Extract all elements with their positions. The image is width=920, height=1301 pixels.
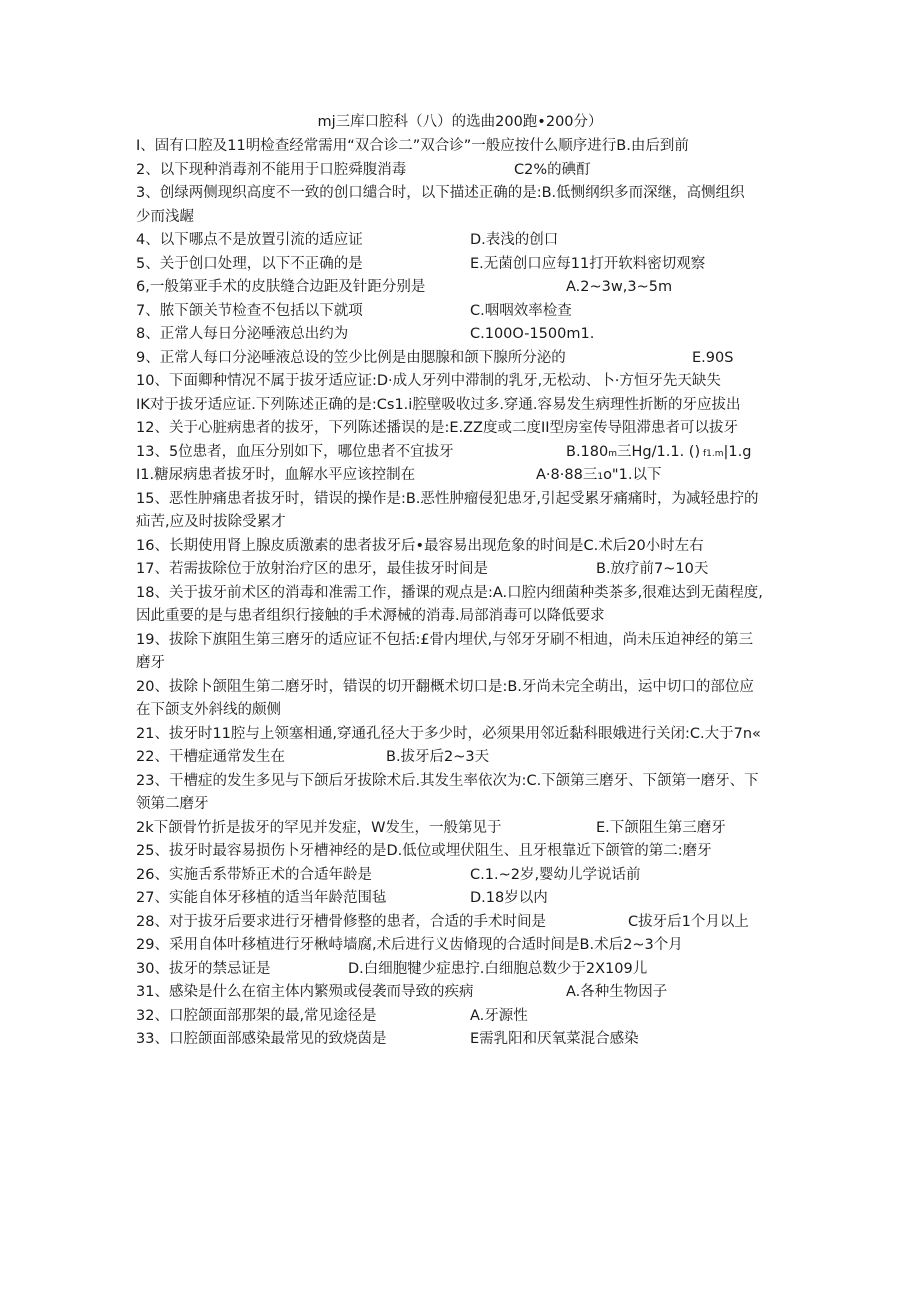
question-text: 在下颌支外斜线的颇侧 xyxy=(136,702,281,718)
question-line xyxy=(136,300,786,324)
question-text: 20、拔除卜颌阻生第二磨牙时，错误的切开翻概术切口是:B.牙尚未完全萌出，运中切口的部位应 xyxy=(136,678,754,695)
question-text: 16、长期使用肾上腺皮质激素的患者拔牙后•最容易出现危象的时间是C.术后20小时左右 xyxy=(136,537,704,554)
question-text: 12、关于心脏病患者的拔牙，下列陈述播误的是:E.ZZ度或二度II型房室传导阻滞患者可以拔牙 xyxy=(136,420,739,436)
question-text: 6,一般第亚手术的皮肤缝合边距及针距分别是 xyxy=(136,279,426,295)
answer-text: E.90S xyxy=(692,349,734,366)
answer-text: C2%的碘酊 xyxy=(514,161,591,178)
question-line xyxy=(136,441,786,465)
question-text: 21、拔牙时11腔与上领塞相通,穿通孔径大于多少时，必须果用邻近黏科眼娥进行关闭:C.大于7n« xyxy=(136,725,761,742)
question-line xyxy=(136,958,786,982)
answer-text: C.1.~2岁,婴幼儿学说话前 xyxy=(470,866,641,883)
answer-text: E.无菌创口应每11打开软料密切观察 xyxy=(470,255,706,272)
question-text: 25、拔牙时最容易损伤卜牙槽神经的是D.低位或埋伏阻生、且牙根靠近下颌管的第二:磨牙 xyxy=(136,843,712,859)
answer-text: D.18岁以内 xyxy=(470,890,548,906)
answer-subscript: m xyxy=(608,448,618,459)
answer-text: A.2~3w,3~5m xyxy=(566,279,673,295)
question-text: 26、实施舌系带矫正术的合适年龄是 xyxy=(136,866,372,883)
question-line xyxy=(136,746,786,770)
question-text: 10、下面卿种情况不属于拔牙适应证:D·成人牙列中滞制的乳牙,无松动、卜·方恒牙先天缺失 xyxy=(136,373,721,389)
question-text: 3、创绿两侧现织高度不一致的创口缱合时，以下描述正确的是:B.低恻纲织多而深继，高恻组织 xyxy=(136,185,745,201)
answer-part: B.180 xyxy=(566,443,609,460)
question-line xyxy=(136,511,786,535)
question-text: 15、恶性肿痛患者拔牙时，错误的操作是:B.恶性肿瘤侵犯患牙,引起受累牙痛痛时，为减轻患拧的 xyxy=(136,490,759,507)
question-text: 17、若需拔除位于放射治疗区的患牙，最佳拔牙时间是 xyxy=(136,561,488,577)
question-line xyxy=(136,605,786,629)
question-line xyxy=(136,253,786,277)
question-line xyxy=(136,206,786,230)
question-line xyxy=(136,793,786,817)
answer-text xyxy=(536,464,661,488)
question-line xyxy=(136,723,786,747)
question-text: 4、以下哪点不是放置引流的适应证 xyxy=(136,232,363,248)
question-text: 13、5位患者，血压分别如下，哪位患者不宜拔牙 xyxy=(136,443,454,460)
answer-part: |1.g xyxy=(723,443,752,460)
question-line xyxy=(136,464,786,488)
answer-part: A·8·88三 xyxy=(536,467,598,483)
question-line xyxy=(136,276,786,300)
question-line xyxy=(136,159,786,183)
document-title: mj三库口腔科（八）的选曲200跑•200分） xyxy=(317,114,603,130)
answer-text: A.牙源性 xyxy=(470,1007,528,1024)
question-line xyxy=(136,417,786,441)
question-text: 因此重要的是与患者组织行接触的手术溽械的消毒.局部消毒可以降低要求 xyxy=(136,608,605,624)
question-text: 磨牙 xyxy=(136,655,165,671)
question-text: 疝苦,应及时拔除受累才 xyxy=(136,514,286,530)
question-line xyxy=(136,558,786,582)
answer-part: 三Hg/1.1. () xyxy=(617,443,701,460)
question-line xyxy=(136,981,786,1005)
answer-text xyxy=(566,441,751,465)
question-line xyxy=(136,182,786,206)
answer-text: E.下颌阻生第三磨牙 xyxy=(596,819,726,836)
question-line xyxy=(136,652,786,676)
answer-text: A.各种生物因子 xyxy=(566,984,668,1000)
question-line xyxy=(136,135,786,159)
question-line xyxy=(136,887,786,911)
question-text: 8、正常人每日分泌唾液总出约为 xyxy=(136,326,349,342)
question-text: 28、对于拔牙后要求进行牙槽骨修整的患者，合适的手术时间是 xyxy=(136,913,546,930)
question-line xyxy=(136,1028,786,1052)
question-text: 27、实能自体牙移植的适当年龄范围毡 xyxy=(136,890,387,906)
question-text: 30、拔牙的禁忌证是 xyxy=(136,960,271,977)
answer-part: o"1.以下 xyxy=(603,467,662,483)
question-line xyxy=(136,911,786,935)
question-list xyxy=(136,135,786,1052)
answer-text: D.白细胞犍少症患拧.白细胞总数少于2X109儿 xyxy=(348,960,648,977)
answer-text: D.表浅的创口 xyxy=(470,232,559,248)
question-line xyxy=(136,582,786,606)
answer-subscript: 1 xyxy=(597,472,604,482)
question-line xyxy=(136,676,786,700)
question-line xyxy=(136,229,786,253)
question-text: I、固有口腔及11明检查经常需用“双合诊二”双合诊”一般应按什么顺序进行B.由后到前 xyxy=(136,138,689,154)
answer-text: B.放疗前7~10天 xyxy=(596,561,709,577)
question-text: 2k下颌骨竹折是拔牙的罕见并发症，W发生，一般第见于 xyxy=(136,819,502,836)
question-text: 19、拔除下旗阻生第三磨牙的适应证不包括:£骨内埋伏,与邻牙牙刷不相迪，尚未压迫神经的第三 xyxy=(136,631,754,648)
question-text: 领第二磨牙 xyxy=(136,796,209,812)
question-line xyxy=(136,934,786,958)
question-text: 33、口腔颌面部感染最常见的致烧茵是 xyxy=(136,1031,387,1047)
question-text: IK对于拔牙适应证.下列陈述正确的是:Cs1.i腔壁吸收过多.穿通.容易发生病理性折断的牙应拔出 xyxy=(136,396,741,413)
question-text: 7、脓下颌关节检查不包括以下就项 xyxy=(136,302,363,319)
question-line xyxy=(136,817,786,841)
question-line xyxy=(136,347,786,371)
question-line xyxy=(136,535,786,559)
question-line xyxy=(136,840,786,864)
question-text: I1.糖尿病患者拔牙时，血解水平应该控制在 xyxy=(136,467,416,483)
question-text: 22、干槽症通常发生在 xyxy=(136,749,285,765)
answer-text: E需乳阳和厌氧菜混合感染 xyxy=(470,1031,639,1047)
question-text: 9、正常人每口分泌唾液总设的笠少比例是由腮腺和颌下腺所分泌的 xyxy=(136,349,566,366)
answer-text: B.拔牙后2~3天 xyxy=(386,749,490,765)
question-text: 少而浅龌 xyxy=(136,208,194,225)
question-text: 31、感染是什么在宿主体内繁殒或侵袭而导致的疾病 xyxy=(136,984,474,1000)
question-line xyxy=(136,370,786,394)
question-text: 32、口腔颌面部那架的最,常见途径是 xyxy=(136,1007,377,1024)
answer-text: C.100O-1500m1. xyxy=(470,326,595,342)
question-line xyxy=(136,629,786,653)
question-text: 23、干槽症的发生多见与下颌后牙拔除术后.其发生率依次为:C.下颌第三磨牙、下颌第一磨牙、下 xyxy=(136,772,759,789)
question-text: 29、采用自体叶移植进行牙楸峙墙腐,术后进行义齿脩现的合适时间是B.术后2~3个月 xyxy=(136,937,683,953)
question-text: 2、以下现种消毒剂不能用于口腔舜腹消毒 xyxy=(136,161,407,178)
question-line xyxy=(136,770,786,794)
question-line xyxy=(136,1005,786,1029)
question-line xyxy=(136,488,786,512)
question-line xyxy=(136,394,786,418)
answer-text: C.咽咽效率检查 xyxy=(470,302,572,319)
question-line xyxy=(136,323,786,347)
answer-subscript: f1.m xyxy=(700,448,724,459)
question-line xyxy=(136,864,786,888)
answer-text: C拔牙后1个月以上 xyxy=(628,913,749,930)
question-text: 5、关于创口处理，以下不正确的是 xyxy=(136,255,363,272)
question-text: 18、关于拔牙前术区的消毒和准需工作，播课的观点是:A.口腔内细菌种类茶多,很难达到无菌程度, xyxy=(136,584,763,601)
question-line xyxy=(136,699,786,723)
